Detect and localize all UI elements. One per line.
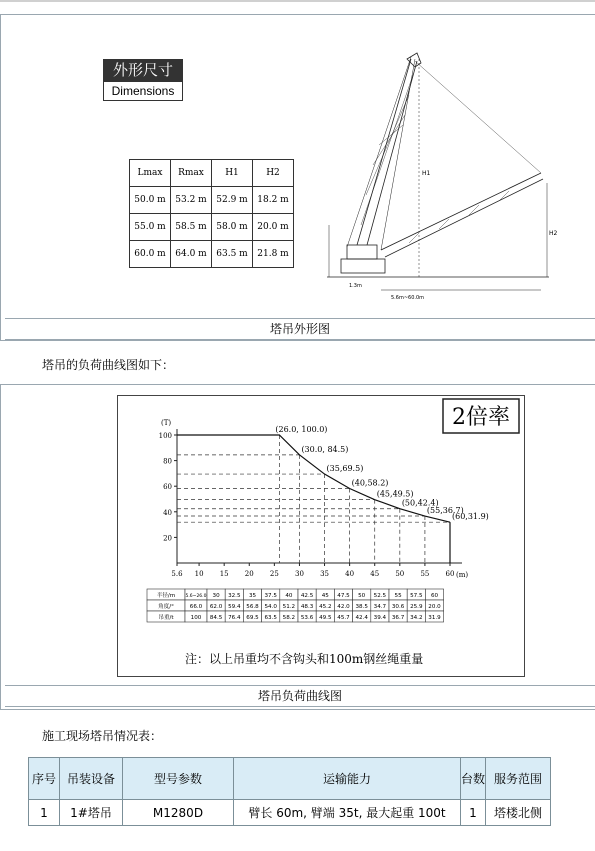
load-table-cell: 62.0 — [209, 604, 223, 610]
point-label: (30.0, 84.5) — [301, 444, 349, 454]
load-table-cell: 5.6~26.0 — [185, 594, 207, 599]
header-cell-equipment: 吊装设备 — [60, 758, 123, 800]
backstay — [347, 57, 411, 247]
point-label: (40,58.2) — [351, 478, 389, 488]
x-tick-label: 20 — [244, 570, 254, 578]
load-table-cell: 100 — [190, 615, 202, 621]
load-table-cell: 63.5 — [264, 615, 277, 621]
table-cell: 21.8 m — [253, 241, 294, 268]
load-table-cell: 45.7 — [337, 615, 350, 621]
load-table-cell: 30 — [212, 593, 220, 599]
x-tick-label: 60 — [445, 570, 455, 578]
load-table-cell: 45 — [321, 593, 329, 599]
load-table-cell: 40 — [285, 593, 293, 599]
table-cell: 50.0 m — [130, 187, 171, 214]
dimensions-title-cn: 外形尺寸 — [103, 59, 183, 81]
table-header-cell: Rmax — [171, 160, 212, 187]
load-table-cell: 60 — [430, 593, 439, 599]
table-row — [130, 214, 294, 241]
load-table-cell: 半径/m — [156, 593, 176, 599]
x-tick-label: 30 — [294, 570, 304, 578]
load-chart-figure-frame — [0, 384, 595, 710]
site-crane-intro: 施工现场塔吊情况表： — [42, 729, 163, 743]
x-tick-label: 40 — [345, 570, 355, 578]
point-label: (35,69.5) — [326, 464, 364, 474]
dimensions-table — [129, 159, 294, 268]
y-axis-unit: (T) — [161, 419, 172, 427]
chart-border — [118, 396, 525, 677]
table-cell: 1#塔吊 — [60, 800, 123, 826]
load-table-cell: 51.2 — [282, 604, 296, 610]
y-tick-label: 20 — [163, 534, 172, 543]
x-tick-label: 35 — [320, 570, 330, 578]
x-tick-label: 15 — [219, 570, 229, 578]
load-table-cell: 55 — [394, 593, 402, 599]
dimensions-table-header — [130, 160, 294, 187]
crane-body — [347, 245, 377, 259]
header-cell-service-area: 服务范围 — [486, 758, 551, 800]
load-table-cell: 53.6 — [300, 615, 314, 621]
load-chart-caption: 塔吊负荷曲线图 — [5, 685, 595, 707]
load-table-cell: 42.5 — [300, 593, 314, 599]
load-table-cell: 34.7 — [373, 604, 387, 610]
chart-note: 注：以上吊重均不含钩头和100m钢丝绳重量 — [185, 652, 424, 666]
y-tick-label: 40 — [163, 508, 172, 517]
table-header-cell: Lmax — [130, 160, 171, 187]
y-tick-label: 100 — [158, 432, 172, 440]
table-cell: 1 — [29, 800, 60, 826]
load-table-cell: 30.6 — [391, 604, 405, 610]
load-chart-svg — [117, 395, 525, 677]
table-cell: 55.0 m — [130, 214, 171, 241]
point-label: (45,49.5) — [376, 489, 414, 499]
load-table-cell: 37.5 — [264, 593, 277, 599]
table-cell: 64.0 m — [171, 241, 212, 268]
table-row — [29, 800, 551, 826]
jib-cable — [415, 61, 541, 173]
y-tick-label: 80 — [163, 457, 172, 466]
table-cell: 臂长 60m, 臂端 35t, 最大起重 100t — [234, 800, 461, 826]
load-table-cell: 76.4 — [228, 615, 241, 621]
header-cell-count: 台数 — [461, 758, 486, 800]
load-table-cell: 52.5 — [373, 593, 387, 599]
page-top-rule — [0, 0, 595, 2]
luffing-jib — [381, 173, 543, 257]
h2-label: H2 — [549, 230, 558, 237]
x-tick-label: 5.6 — [171, 570, 183, 578]
load-table-cell: 69.5 — [246, 615, 259, 621]
load-table-cell: 36.7 — [391, 615, 405, 621]
table-cell: 58.5 m — [171, 214, 212, 241]
load-table-cell: 49.5 — [319, 615, 332, 621]
point-label: (26.0, 100.0) — [275, 425, 328, 434]
load-table-cell: 31.9 — [428, 615, 441, 621]
table-cell: 20.0 m — [253, 214, 294, 241]
load-table-cell: 42.4 — [355, 615, 368, 621]
table-cell: 60.0 m — [130, 241, 171, 268]
load-table-cell: 38.5 — [355, 604, 368, 610]
boom-cable — [381, 59, 415, 250]
header-cell-model: 型号参数 — [123, 758, 234, 800]
table-cell: 58.0 m — [212, 214, 253, 241]
load-table-cell: 角度/° — [158, 604, 174, 610]
dimensions-figure-caption: 塔吊外形图 — [5, 318, 595, 340]
x-tick-label: 45 — [370, 570, 380, 578]
load-table-cell: 35 — [248, 593, 257, 599]
load-curve-intro: 塔吊的负荷曲线图如下： — [42, 358, 175, 372]
load-table-cell: 56.8 — [246, 604, 259, 610]
load-table-cell: 84.5 — [209, 615, 223, 621]
load-table-cell: 58.2 — [282, 615, 296, 621]
table-header-cell: H1 — [212, 160, 253, 187]
table-cell: 塔楼北侧 — [486, 800, 551, 826]
table-cell: 18.2 m — [253, 187, 294, 214]
crane-table-header — [29, 758, 551, 800]
base-width-label: 1.3m — [349, 283, 362, 289]
load-table-cell: 42.0 — [337, 604, 350, 610]
load-table-cell: 吊重/t — [158, 615, 174, 621]
header-cell-index: 序号 — [29, 758, 60, 800]
load-table-cell: 20.0 — [428, 604, 441, 610]
load-table-cell: 54.0 — [264, 604, 277, 610]
point-label: (50,42.4) — [401, 498, 439, 508]
table-cell: 52.9 m — [212, 187, 253, 214]
table-cell: 1 — [461, 800, 486, 826]
dimensions-badge — [103, 59, 183, 101]
load-table-cell: 48.3 — [300, 604, 314, 610]
header-cell-capacity: 运输能力 — [234, 758, 461, 800]
crane-table — [28, 757, 551, 826]
crane-drawing — [319, 45, 559, 305]
x-tick-label: 55 — [420, 570, 430, 578]
x-tick-label: 25 — [269, 570, 279, 578]
load-table-cell: 50 — [358, 593, 366, 599]
point-label: (55,36.7) — [426, 506, 464, 516]
table-cell: 53.2 m — [171, 187, 212, 214]
load-table-cell: 32.5 — [228, 593, 241, 599]
load-table-cell: 25.9 — [410, 604, 423, 610]
load-table-cell: 57.5 — [410, 593, 423, 599]
load-table-cell: 39.4 — [373, 615, 387, 621]
load-table-cell: 34.2 — [410, 615, 423, 621]
table-row — [130, 241, 294, 268]
load-table-cell: 47.5 — [337, 593, 350, 599]
load-table-cell: 66.0 — [189, 604, 203, 610]
table-cell: M1280D — [123, 800, 234, 826]
table-header-cell: H2 — [253, 160, 294, 187]
table-row — [130, 187, 294, 214]
point-label: (60,31.9) — [452, 512, 489, 522]
x-axis-unit: (m) — [456, 571, 469, 579]
crane-base — [341, 259, 385, 273]
load-table-cell: 59.4 — [228, 604, 241, 610]
radius-label: 5.6m~60.0m — [391, 295, 425, 301]
x-tick-label: 50 — [395, 570, 405, 578]
dimensions-figure-frame — [0, 14, 595, 341]
h1-label: H1 — [422, 170, 431, 177]
x-tick-label: 10 — [194, 570, 204, 578]
y-tick-label: 60 — [163, 483, 172, 492]
dimensions-title-en: Dimensions — [103, 81, 183, 101]
table-cell: 63.5 m — [212, 241, 253, 268]
ratio-badge: 2倍率 — [452, 405, 510, 430]
load-table-cell: 45.2 — [319, 604, 332, 610]
